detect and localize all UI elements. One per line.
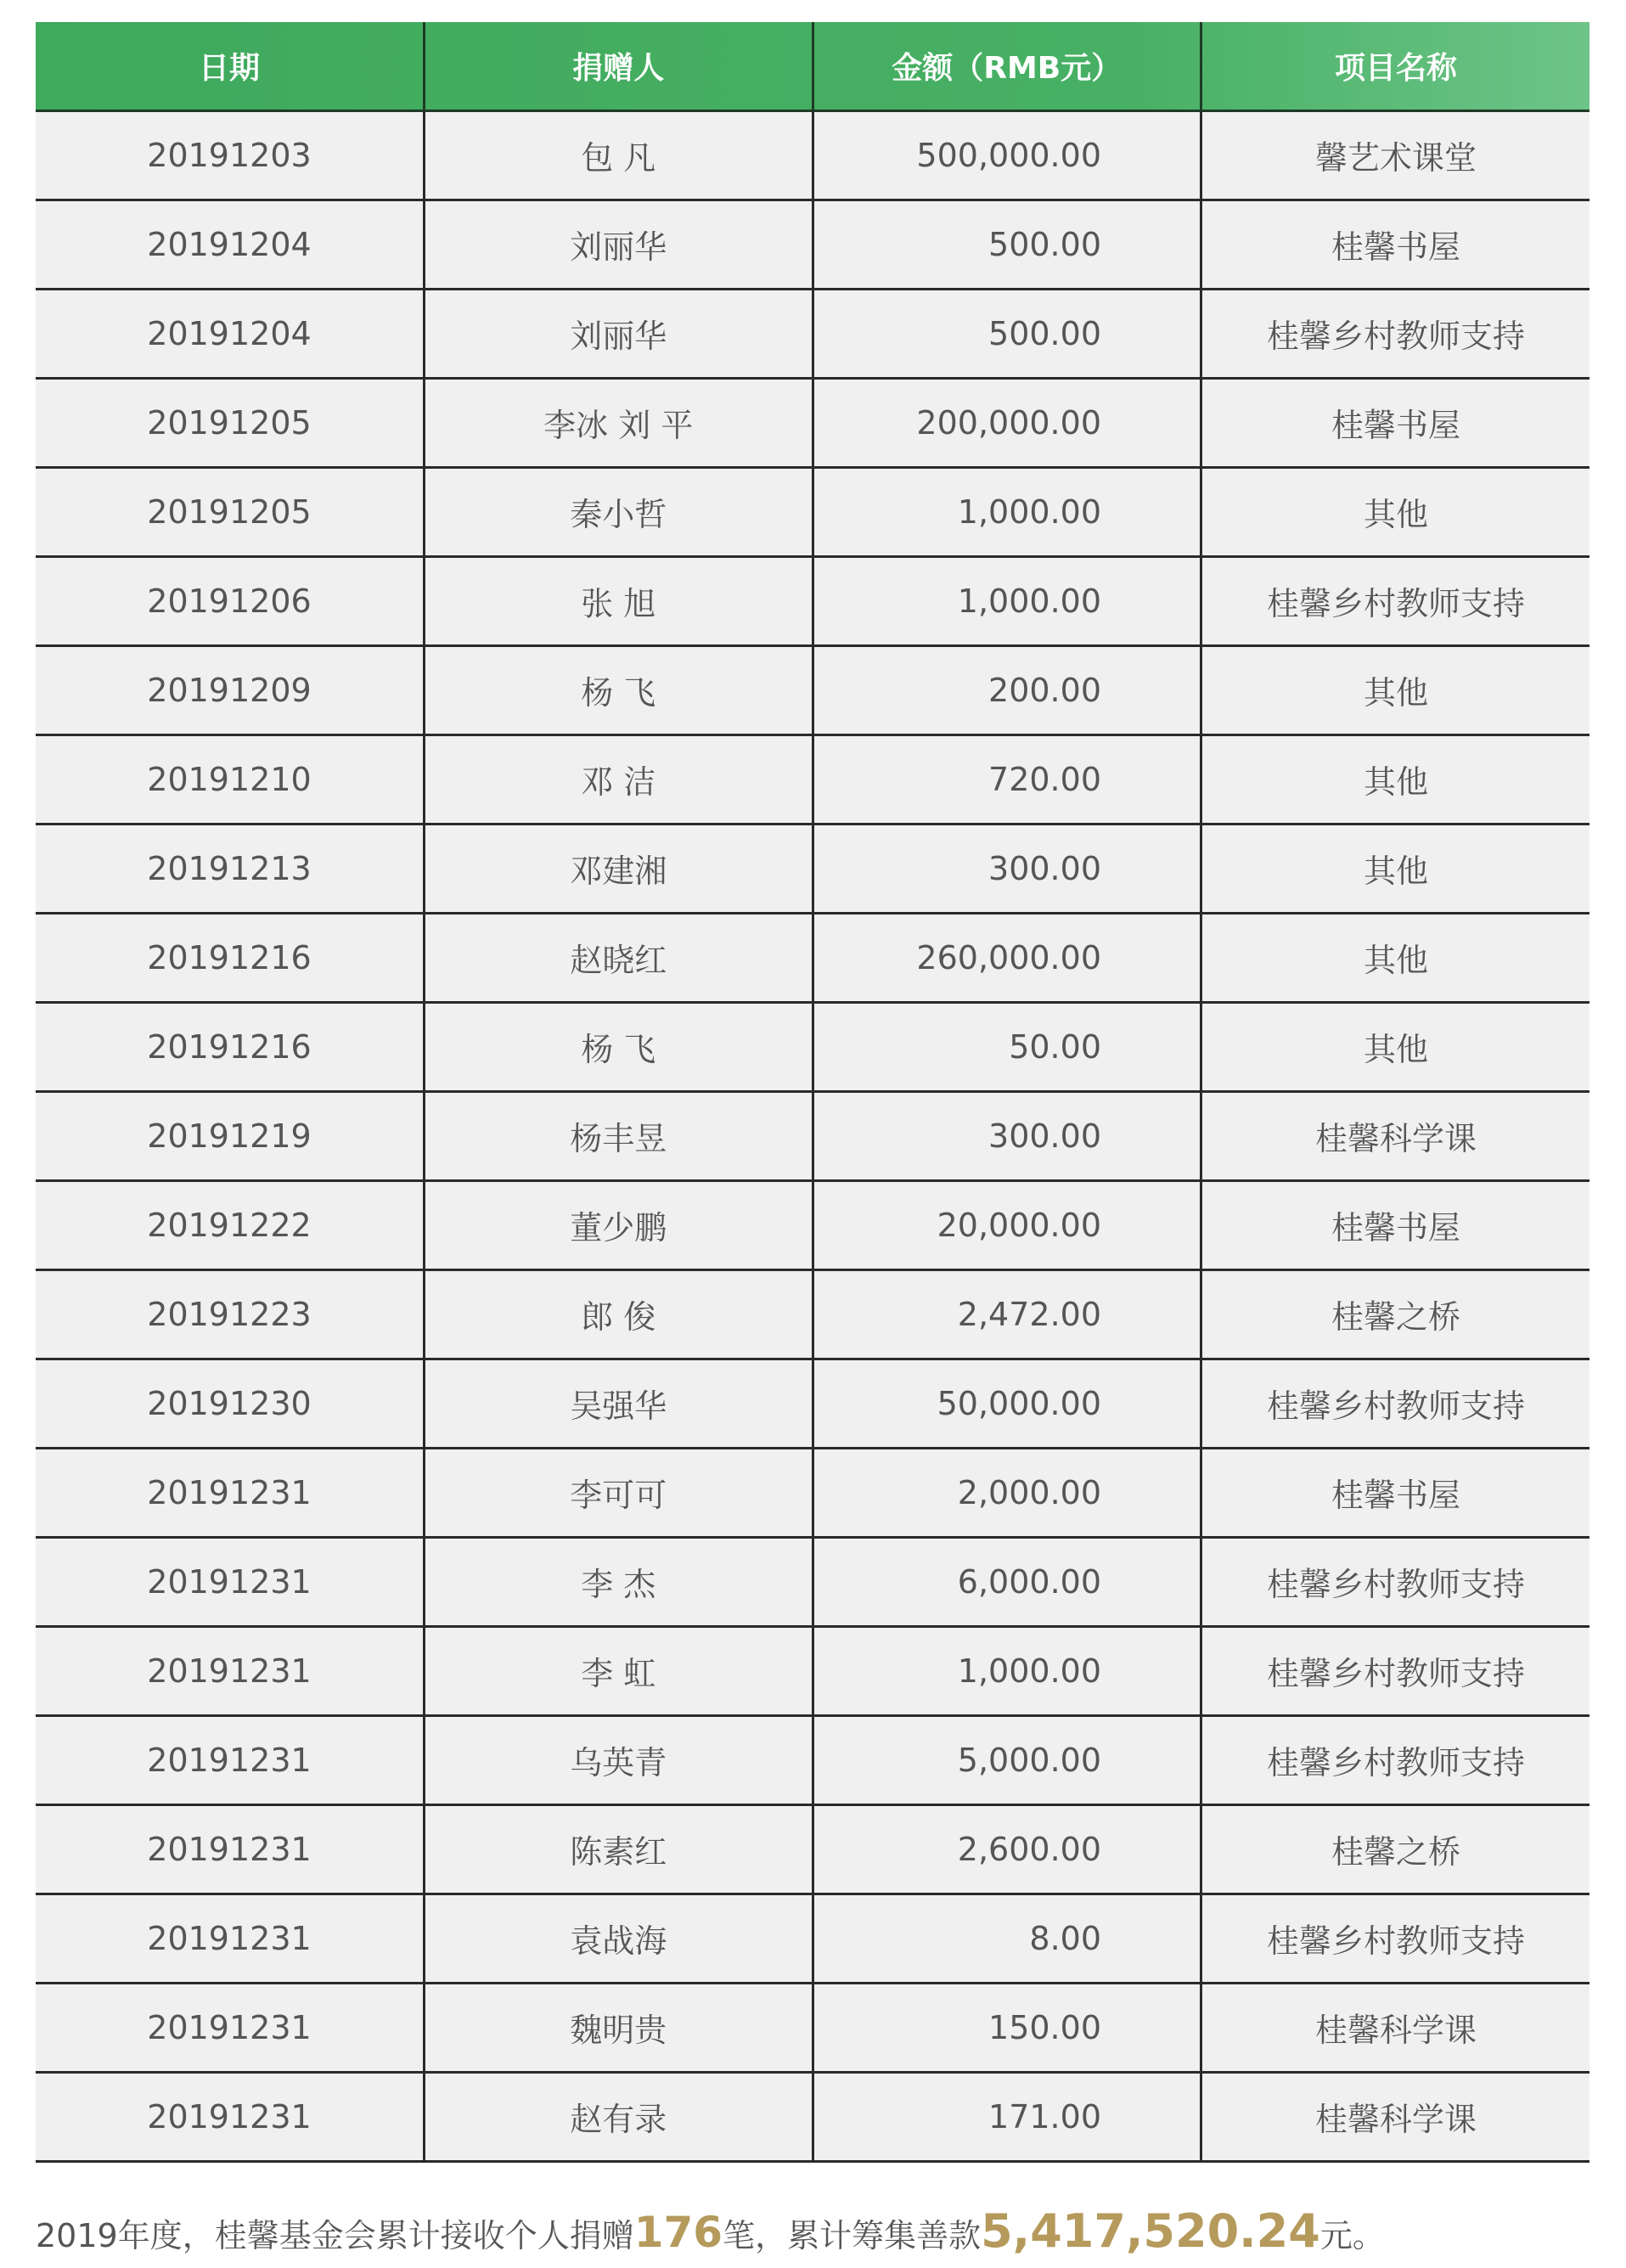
cell-amount: 171.00 <box>813 2072 1201 2161</box>
cell-date: 20191222 <box>36 1180 425 1269</box>
cell-donor: 李可可 <box>425 1448 813 1537</box>
cell-project: 桂馨书屋 <box>1201 378 1590 467</box>
table-row <box>36 467 1589 556</box>
cell-amount: 1,000.00 <box>813 556 1201 645</box>
cell-amount: 50,000.00 <box>813 1359 1201 1448</box>
cell-project: 桂馨书屋 <box>1201 1180 1590 1269</box>
cell-amount: 2,000.00 <box>813 1448 1201 1537</box>
cell-amount: 260,000.00 <box>813 913 1201 1002</box>
cell-date: 20191223 <box>36 1269 425 1359</box>
cell-donor: 吴强华 <box>425 1359 813 1448</box>
cell-date: 20191231 <box>36 2072 425 2161</box>
cell-donor: 杨 飞 <box>425 645 813 734</box>
cell-project: 桂馨之桥 <box>1201 1804 1590 1894</box>
cell-date: 20191205 <box>36 467 425 556</box>
cell-donor: 杨丰昱 <box>425 1091 813 1180</box>
cell-date: 20191231 <box>36 1626 425 1715</box>
table-row <box>36 1269 1589 1359</box>
cell-amount: 500.00 <box>813 289 1201 378</box>
cell-project: 桂馨乡村教师支持 <box>1201 289 1590 378</box>
table-row <box>36 1983 1589 2072</box>
cell-project: 桂馨书屋 <box>1201 200 1590 289</box>
cell-amount: 500,000.00 <box>813 110 1201 200</box>
cell-donor: 刘丽华 <box>425 200 813 289</box>
cell-date: 20191204 <box>36 289 425 378</box>
table-row <box>36 1091 1589 1180</box>
cell-date: 20191205 <box>36 378 425 467</box>
cell-donor: 杨 飞 <box>425 1002 813 1091</box>
cell-donor: 包 凡 <box>425 110 813 200</box>
cell-date: 20191231 <box>36 1804 425 1894</box>
cell-project: 其他 <box>1201 824 1590 913</box>
cell-project: 桂馨之桥 <box>1201 1269 1590 1359</box>
cell-amount: 2,472.00 <box>813 1269 1201 1359</box>
cell-donor: 郎 俊 <box>425 1269 813 1359</box>
table-row <box>36 1537 1589 1626</box>
cell-amount: 20,000.00 <box>813 1180 1201 1269</box>
cell-amount: 2,600.00 <box>813 1804 1201 1894</box>
cell-donor: 赵晓红 <box>425 913 813 1002</box>
cell-donor: 刘丽华 <box>425 289 813 378</box>
cell-project: 桂馨乡村教师支持 <box>1201 1359 1590 1448</box>
summary-count: 176 <box>633 2208 723 2257</box>
cell-project: 桂馨科学课 <box>1201 1091 1590 1180</box>
header-project: 项目名称 <box>1201 22 1590 110</box>
cell-amount: 300.00 <box>813 824 1201 913</box>
cell-project: 其他 <box>1201 913 1590 1002</box>
table-row <box>36 824 1589 913</box>
header-donor: 捐赠人 <box>425 22 813 110</box>
cell-donor: 赵有录 <box>425 2072 813 2161</box>
cell-date: 20191231 <box>36 1537 425 1626</box>
header-amount: 金额（RMB元） <box>813 22 1201 110</box>
cell-date: 20191219 <box>36 1091 425 1180</box>
table-row <box>36 1626 1589 1715</box>
cell-date: 20191231 <box>36 1715 425 1804</box>
cell-date: 20191231 <box>36 1448 425 1537</box>
cell-amount: 200.00 <box>813 645 1201 734</box>
table-row <box>36 913 1589 1002</box>
cell-project: 桂馨乡村教师支持 <box>1201 556 1590 645</box>
cell-date: 20191216 <box>36 1002 425 1091</box>
table-row <box>36 378 1589 467</box>
table-header <box>36 22 1589 110</box>
donation-table-container <box>36 22 1589 2163</box>
cell-project: 桂馨乡村教师支持 <box>1201 1626 1590 1715</box>
cell-project: 桂馨科学课 <box>1201 1983 1590 2072</box>
cell-project: 其他 <box>1201 1002 1590 1091</box>
cell-donor: 李 虹 <box>425 1626 813 1715</box>
cell-donor: 乌英青 <box>425 1715 813 1804</box>
summary-total: 5,417,520.24 <box>981 2204 1320 2258</box>
cell-amount: 300.00 <box>813 1091 1201 1180</box>
cell-amount: 6,000.00 <box>813 1537 1201 1626</box>
table-row <box>36 645 1589 734</box>
cell-amount: 150.00 <box>813 1983 1201 2072</box>
cell-project: 桂馨书屋 <box>1201 1448 1590 1537</box>
cell-project: 其他 <box>1201 645 1590 734</box>
header-date: 日期 <box>36 22 425 110</box>
cell-date: 20191209 <box>36 645 425 734</box>
cell-amount: 1,000.00 <box>813 467 1201 556</box>
cell-date: 20191216 <box>36 913 425 1002</box>
cell-amount: 500.00 <box>813 200 1201 289</box>
cell-date: 20191231 <box>36 1983 425 2072</box>
cell-donor: 邓建湘 <box>425 824 813 913</box>
table-row <box>36 1002 1589 1091</box>
cell-donor: 李冰 刘 平 <box>425 378 813 467</box>
table-row <box>36 2072 1589 2161</box>
table-row <box>36 289 1589 378</box>
cell-donor: 邓 洁 <box>425 734 813 824</box>
cell-amount: 720.00 <box>813 734 1201 824</box>
table-row <box>36 1804 1589 1894</box>
cell-project: 桂馨科学课 <box>1201 2072 1590 2161</box>
table-row <box>36 200 1589 289</box>
cell-project: 桂馨乡村教师支持 <box>1201 1894 1590 1983</box>
cell-amount: 200,000.00 <box>813 378 1201 467</box>
cell-date: 20191230 <box>36 1359 425 1448</box>
summary-middle: 笔，累计筹集善款 <box>723 2217 982 2254</box>
cell-date: 20191203 <box>36 110 425 200</box>
cell-date: 20191213 <box>36 824 425 913</box>
summary-suffix: 元。 <box>1319 2217 1385 2254</box>
cell-date: 20191204 <box>36 200 425 289</box>
table-row <box>36 110 1589 200</box>
cell-project: 馨艺术课堂 <box>1201 110 1590 200</box>
cell-donor: 陈素红 <box>425 1804 813 1894</box>
table-row <box>36 1180 1589 1269</box>
table-row <box>36 1715 1589 1804</box>
table-row <box>36 1359 1589 1448</box>
cell-date: 20191210 <box>36 734 425 824</box>
summary-line <box>36 2206 1385 2261</box>
header-row <box>36 22 1589 110</box>
cell-donor: 李 杰 <box>425 1537 813 1626</box>
cell-project: 桂馨乡村教师支持 <box>1201 1537 1590 1626</box>
cell-donor: 张 旭 <box>425 556 813 645</box>
table-row <box>36 734 1589 824</box>
cell-donor: 秦小哲 <box>425 467 813 556</box>
cell-project: 其他 <box>1201 734 1590 824</box>
cell-date: 20191231 <box>36 1894 425 1983</box>
cell-amount: 1,000.00 <box>813 1626 1201 1715</box>
cell-amount: 5,000.00 <box>813 1715 1201 1804</box>
cell-donor: 董少鹏 <box>425 1180 813 1269</box>
summary-prefix: 2019年度，桂馨基金会累计接收个人捐赠 <box>36 2217 634 2254</box>
cell-date: 20191206 <box>36 556 425 645</box>
cell-project: 桂馨乡村教师支持 <box>1201 1715 1590 1804</box>
donation-table <box>36 22 1589 2163</box>
table-row <box>36 556 1589 645</box>
cell-amount: 50.00 <box>813 1002 1201 1091</box>
cell-amount: 8.00 <box>813 1894 1201 1983</box>
table-body <box>36 110 1589 2161</box>
cell-donor: 袁战海 <box>425 1894 813 1983</box>
cell-donor: 魏明贵 <box>425 1983 813 2072</box>
table-row <box>36 1894 1589 1983</box>
table-row <box>36 1448 1589 1537</box>
cell-project: 其他 <box>1201 467 1590 556</box>
